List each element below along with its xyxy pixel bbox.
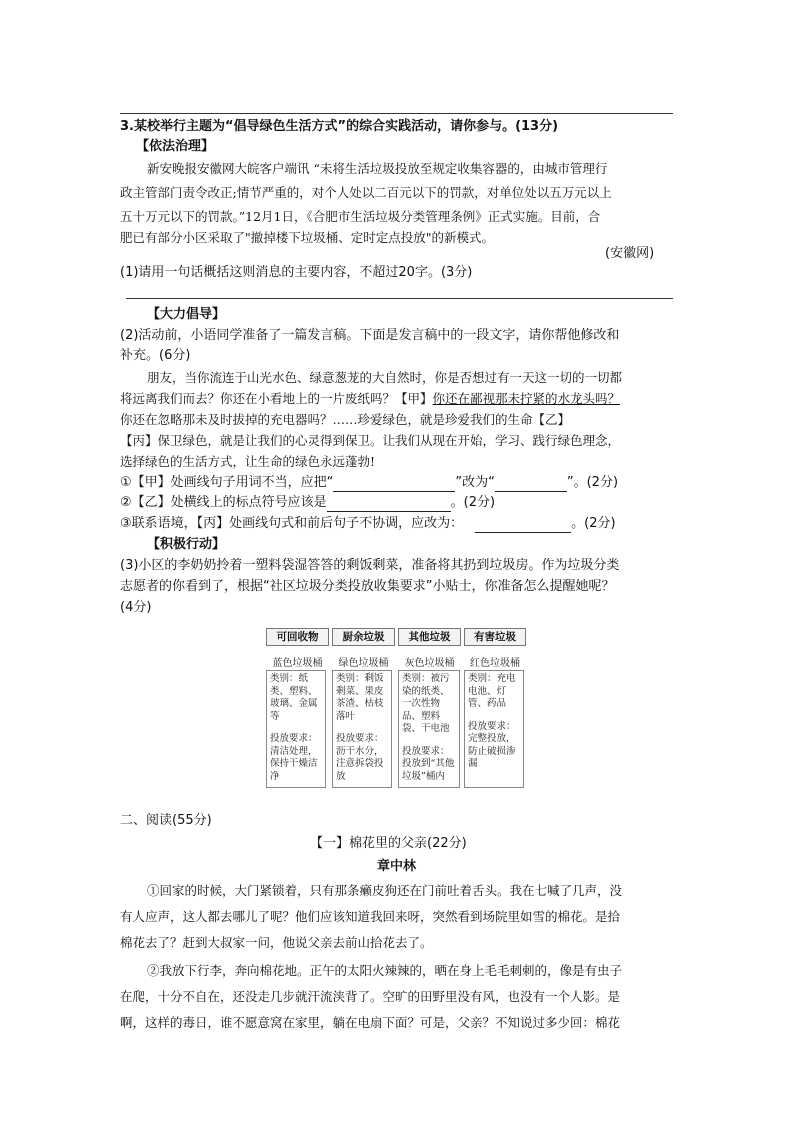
question-c [120,515,616,533]
news-line: 政主管部门责令改正;情节严重的，对个人处以二百元以下的罚款，对单位处以五万元以上 [120,185,612,200]
bin-requirement: 投放要求：沥干水分，注意拆袋投放 [336,733,384,782]
sub-question-1: (1)请用一句话概括这则消息的主要内容，不超过20字。(3分) [120,265,473,280]
reading-article-title: 【一】棉花里的父亲(22分) [310,836,467,851]
bin-detail-kitchen [332,670,392,788]
section-heading-action: 【积极行动】 [147,537,226,552]
question-b [120,494,495,512]
speech-line: 你还在忽略那未及时拔掉的充电器吗？……珍爱绿色，就是珍爱我们的生命【乙】 [120,412,571,427]
question-a-text: ”。(2分) [566,475,619,490]
bin-detail-hazardous [464,670,524,788]
paragraph-line: 在爬，十分不自在，还没走几步就汗流浃背了。空旷的田野里没有风，也没有一个人影。是 [120,989,621,1004]
question-a [120,474,618,492]
speech-line [120,390,620,408]
bin-requirement: 投放要求：完整投放，防止破损渗漏 [468,720,516,769]
speech-line: 朋友，当你流连于山光水色、绿意葱茏的大自然时，你是否想过有一天这一切的一切都 [147,370,623,385]
bin-category: 类别：剩饭剩菜、果皮茶渣、枯枝落叶 [336,673,384,722]
question-a-text: ”改为“ [455,475,495,490]
sub-question-3-cont: 志愿者的你看到了，根据“社区垃圾分类投放收集要求”小贴士，你准备怎么提醒她呢？ [120,579,615,594]
section-heading-law: 【依法治理】 [136,139,215,154]
question-3-title: 3.某校举行主题为“倡导绿色生活方式”的综合实践活动，请你参与。(13分) [120,119,559,134]
bin-name-red: 红色垃圾桶 [470,658,520,669]
answer-blank[interactable] [327,497,451,512]
paragraph-line: ②我放下行李，奔向棉花地。正午的太阳火辣辣的，晒在身上毛毛刺刺的，像是有虫子 [147,963,623,978]
answer-blank[interactable] [333,477,455,492]
garbage-sorting-tips [266,628,526,790]
bin-header-recyclable: 可回收物 [266,628,329,646]
speech-text: 将远离我们而去？你还在小看地上的一片废纸吗？【甲】 [120,391,433,406]
question-c-text: ③联系语境，【丙】处画线句式和前后句子不协调，应改为： [120,516,464,531]
paragraph-line: 棉花去了？赶到大叔家一问，他说父亲去前山拾花去了。 [120,935,433,950]
bin-category: 类别：纸类、塑料、玻璃、金属等 [270,673,318,722]
bin-name-gray: 灰色垃圾桶 [404,658,455,669]
sub-question-2-cont: 补充。(6分) [120,348,191,363]
question-c-text: 。(2分) [571,516,616,531]
news-line: 五十万元以下的罚款。”12月1日，《合肥市生活垃圾分类管理条例》正式实施。目前，合 [120,209,601,224]
question-b-text: 。(2分) [450,495,496,510]
reading-section-title: 二、阅读(55分) [120,813,212,828]
answer-blank[interactable] [475,518,571,533]
bin-header-kitchen: 厨余垃圾 [332,628,395,646]
news-source: (安徽网) [605,246,655,261]
section-heading-promote: 【大力倡导】 [147,307,226,322]
news-line: 新安晚报安徽网大皖客户端讯 “未将生活垃圾投放至规定收集容器的，由城市管理行 [147,161,608,176]
bin-requirement: 投放要求：清洁处理，保持干燥洁净 [270,733,318,782]
paragraph-line: 有人应声，这人都去哪儿了呢？他们应该知道我回来呀，突然看到场院里如雪的棉花。是拾 [120,909,621,924]
bin-header-hazardous: 有害垃圾 [464,628,526,646]
paragraph-line: ①回家的时候，大门紧锁着，只有那条癞皮狗还在门前吐着舌头。我在七喊了几声，没 [147,883,623,898]
bin-category: 类别：被污染的纸类、一次性物品、塑料袋、干电池 [402,673,450,734]
bin-name-blue: 蓝色垃圾桶 [272,658,323,669]
paragraph-line: 啊，这样的毒日，谁不愿意窝在家里，躺在电扇下面？可是，父亲？不知说过多少回：棉花 [120,1015,621,1030]
answer-line-1[interactable] [126,298,673,299]
answer-blank[interactable] [495,477,567,492]
bin-name-green: 绿色垃圾桶 [338,658,389,669]
bin-header-other: 其他垃圾 [398,628,461,646]
bin-category: 类别：充电电池、灯管、药品 [468,673,516,709]
speech-line: 选择绿色的生活方式，让生命的绿色永远蓬勃! [120,454,376,469]
question-a-text: ①【甲】处画线句子用词不当，应把“ [120,475,334,490]
question-b-text: ②【乙】处横线上的标点符号应该是 [120,495,327,510]
sub-question-2: (2)活动前，小语同学准备了一篇发言稿。下面是发言稿中的一段文字，请你帮他修改和 [120,328,620,343]
speech-line: 【丙】保卫绿色，就是让我们的心灵得到保卫。让我们从现在开始，学习、践行绿色理念， [120,433,621,448]
bin-detail-recyclable [266,670,326,788]
underlined-sentence-jia: 你还在鄙视那未拧紧的水龙头吗？ [432,391,621,406]
bin-detail-other [398,670,460,788]
reading-author: 章中林 [377,859,417,874]
top-rule [120,113,673,114]
sub-question-3: (3)小区的李奶奶拎着一塑料袋湿答答的剩饭剩菜，准备将其扔到垃圾房。作为垃圾分类 [120,558,620,573]
sub-question-3-cont: (4分) [120,600,152,615]
bin-requirement: 投放要求：投放到“其他垃圾”桶内 [402,745,455,782]
news-line: 肥已有部分小区采取了"撤掉楼下垃圾桶、定时定点投放"的新模式。 [120,230,495,245]
